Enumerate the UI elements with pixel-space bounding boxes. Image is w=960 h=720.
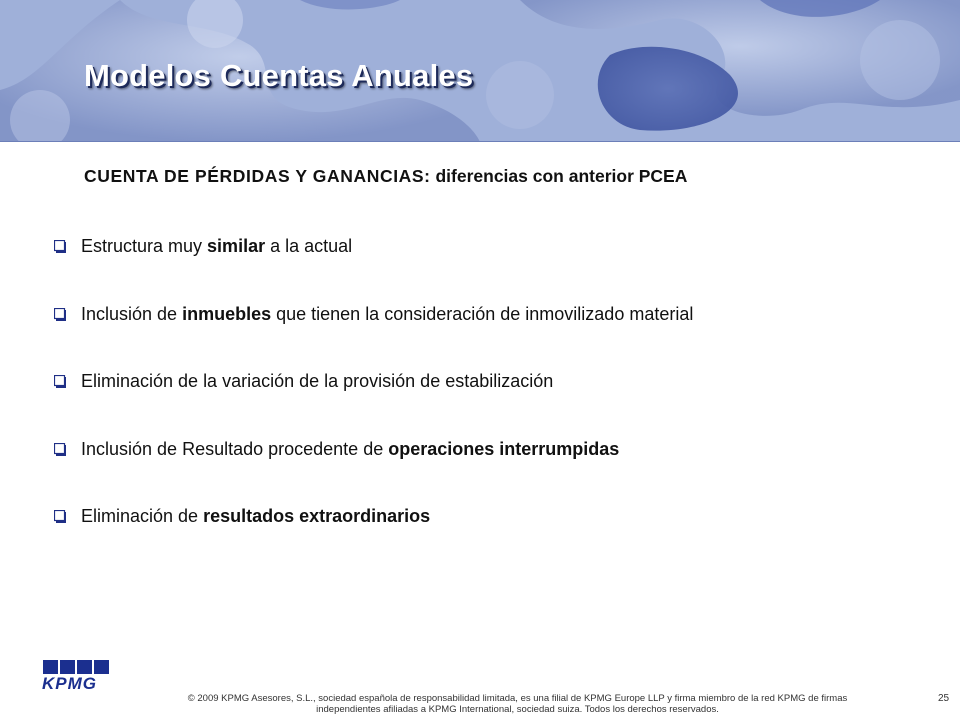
list-item — [54, 236, 914, 304]
svg-text:KPMG: KPMG — [42, 674, 97, 692]
list-item — [54, 371, 914, 439]
bullet-list — [54, 236, 914, 574]
bullet-text: Estructura muy similar a la actual — [81, 236, 353, 256]
subtitle-rest: diferencias con anterior PCEA — [435, 166, 688, 186]
checkbox-bullet-icon — [54, 443, 67, 456]
checkbox-bullet-icon — [54, 375, 67, 388]
page-title: Modelos Cuentas Anuales — [84, 58, 474, 93]
checkbox-bullet-icon — [54, 510, 67, 523]
checkbox-bullet-icon — [54, 308, 67, 321]
list-item — [54, 506, 914, 574]
kpmg-logo — [40, 658, 114, 692]
bullet-text: Inclusión de inmuebles que tienen la consideración de inmovilizado material — [81, 303, 694, 324]
list-item — [54, 304, 914, 372]
section-subtitle — [84, 166, 687, 187]
bullet-text: Eliminación de resultados extraordinarios — [81, 506, 431, 526]
footer-copyright: © 2009 KPMG Asesores, S.L., sociedad española de responsabilidad limitada, es una filial de KPMG Europe LLP y firma miembro de la red KPMG de firmas independientes afiliadas a KPMG International, sociedad suiza. Todos los derechos reservados. — [187, 693, 848, 715]
checkbox-bullet-icon — [54, 240, 67, 253]
bullet-text: Inclusión de Resultado procedente de operaciones interrumpidas — [81, 438, 620, 459]
header-banner — [0, 0, 960, 142]
bullet-text: Eliminación de la variación de la provisión de estabilización — [81, 371, 554, 391]
list-item — [54, 439, 914, 507]
subtitle-bold-part: CUENTA DE PÉRDIDAS Y GANANCIAS: — [84, 166, 431, 186]
page-number: 25 — [938, 693, 950, 704]
